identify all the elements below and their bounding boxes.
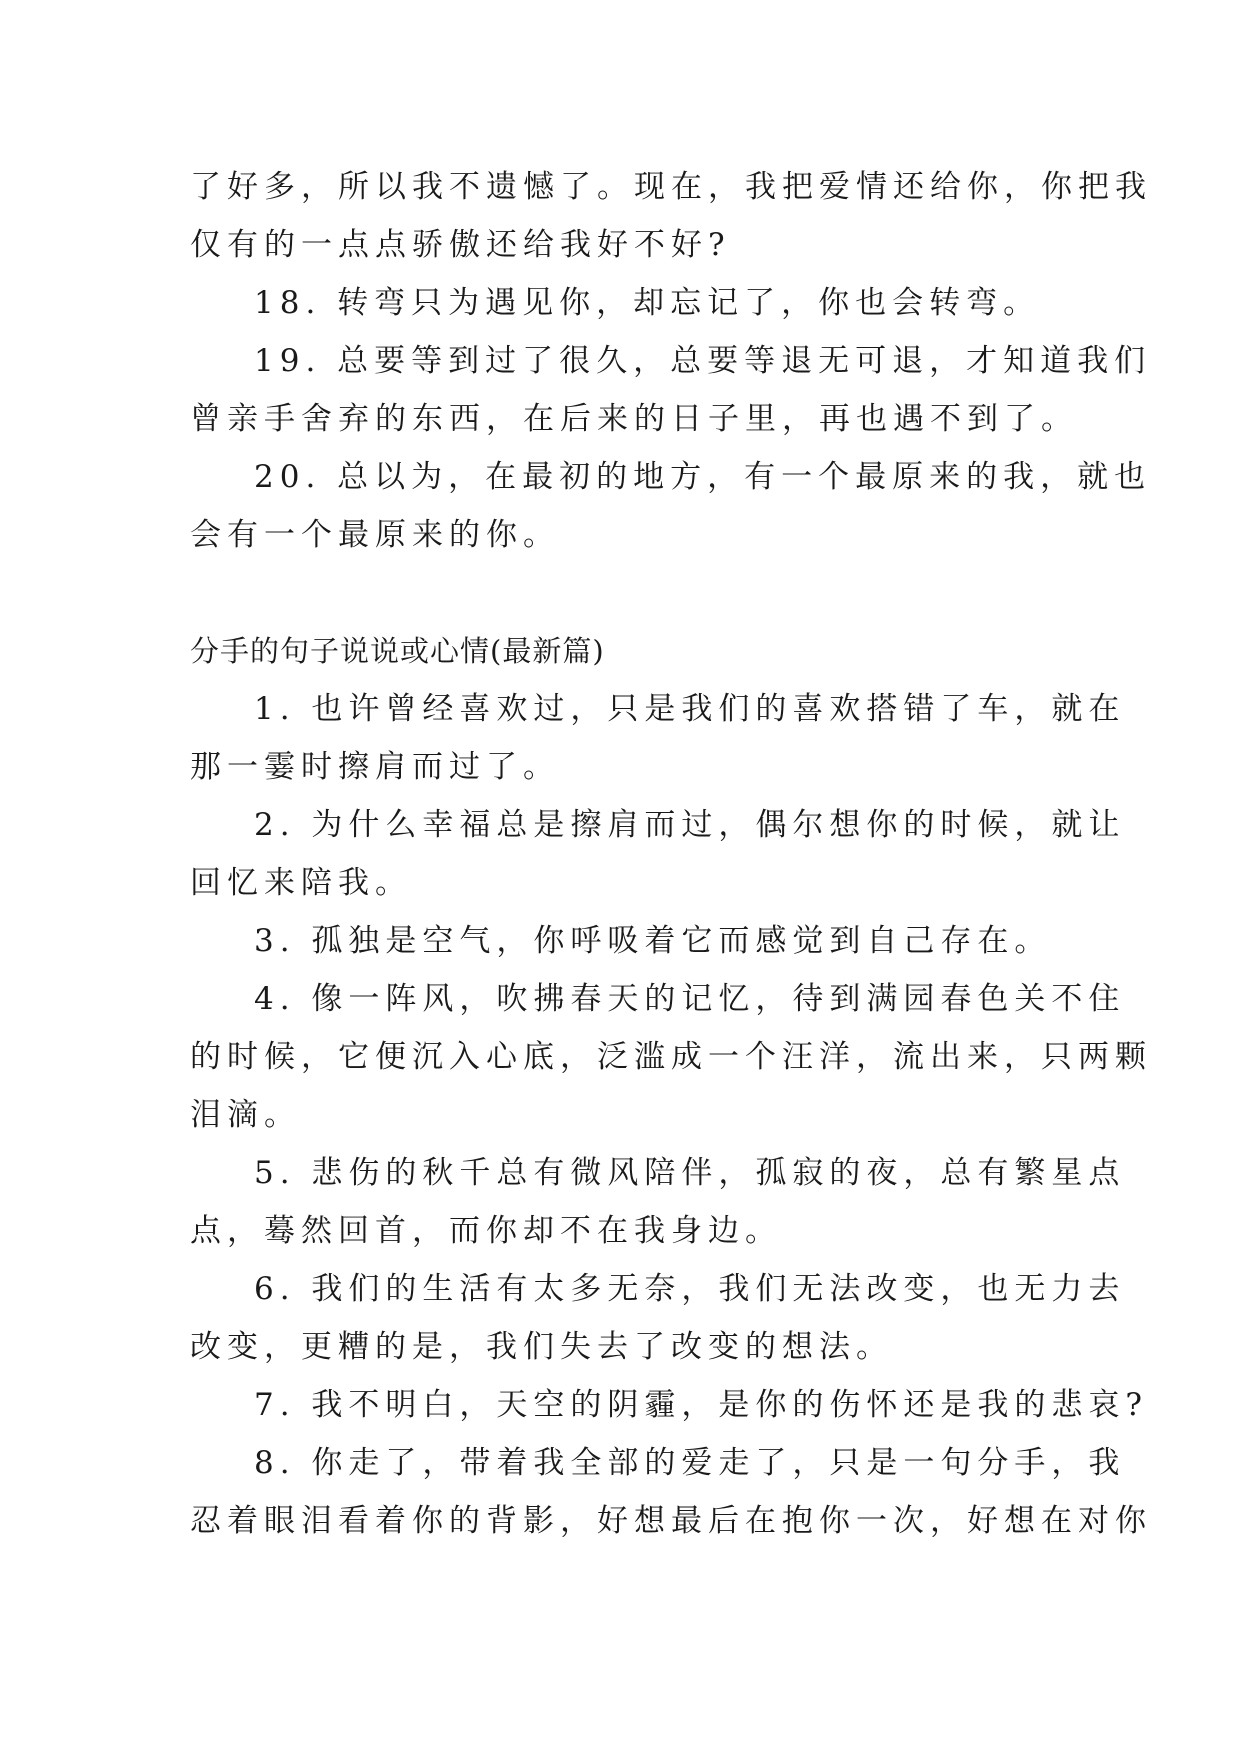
paragraph-line: 泪滴。: [190, 1097, 301, 1133]
paragraph-line: 点，蓦然回首，而你却不在我身边。: [190, 1213, 782, 1249]
list-item-3: 3. 孤独是空气，你呼吸着它而感觉到自己存在。: [254, 923, 1052, 959]
list-item-2: 2. 为什么幸福总是擦肩而过，偶尔想你的时候，就让: [254, 807, 1126, 843]
list-item-1: 1. 也许曾经喜欢过，只是我们的喜欢搭错了车，就在: [254, 691, 1126, 727]
list-item-4: 4. 像一阵风，吹拂春天的记忆，待到满园春色关不住: [254, 981, 1126, 1017]
list-item-7: 7. 我不明白，天空的阴霾，是你的伤怀还是我的悲哀?: [254, 1387, 1149, 1423]
paragraph-line: 了好多，所以我不遗憾了。现在，我把爱情还给你，你把我: [190, 169, 1152, 205]
paragraph-line: 那一霎时擦肩而过了。: [190, 749, 560, 785]
list-item-8: 8. 你走了，带着我全部的爱走了，只是一句分手，我: [254, 1445, 1126, 1481]
list-item-5: 5. 悲伤的秋千总有微风陪伴，孤寂的夜，总有繁星点: [254, 1155, 1126, 1191]
list-item-6: 6. 我们的生活有太多无奈，我们无法改变，也无力去: [254, 1271, 1126, 1307]
list-item-20: 20. 总以为，在最初的地方，有一个最原来的我，就也: [254, 459, 1152, 495]
paragraph-line: 会有一个最原来的你。: [190, 517, 560, 553]
list-item-18: 18. 转弯只为遇见你，却忘记了，你也会转弯。: [254, 285, 1041, 321]
section-spacer: [190, 564, 1050, 622]
paragraph-line: 改变，更糟的是，我们失去了改变的想法。: [190, 1329, 893, 1365]
list-item-19: 19. 总要等到过了很久，总要等退无可退，才知道我们: [254, 343, 1152, 379]
section-heading: 分手的句子说说或心情(最新篇): [190, 634, 605, 668]
paragraph-line: 回忆来陪我。: [190, 865, 412, 901]
paragraph-line: 忍着眼泪看着你的背影，好想最后在抱你一次，好想在对你: [190, 1503, 1152, 1539]
paragraph-line: 曾亲手舍弃的东西，在后来的日子里，再也遇不到了。: [190, 401, 1078, 437]
document-page: [190, 158, 1152, 1550]
paragraph-line: 的时候，它便沉入心底，泛滥成一个汪洋，流出来，只两颗: [190, 1039, 1152, 1075]
paragraph-line: 仅有的一点点骄傲还给我好不好?: [190, 227, 731, 263]
